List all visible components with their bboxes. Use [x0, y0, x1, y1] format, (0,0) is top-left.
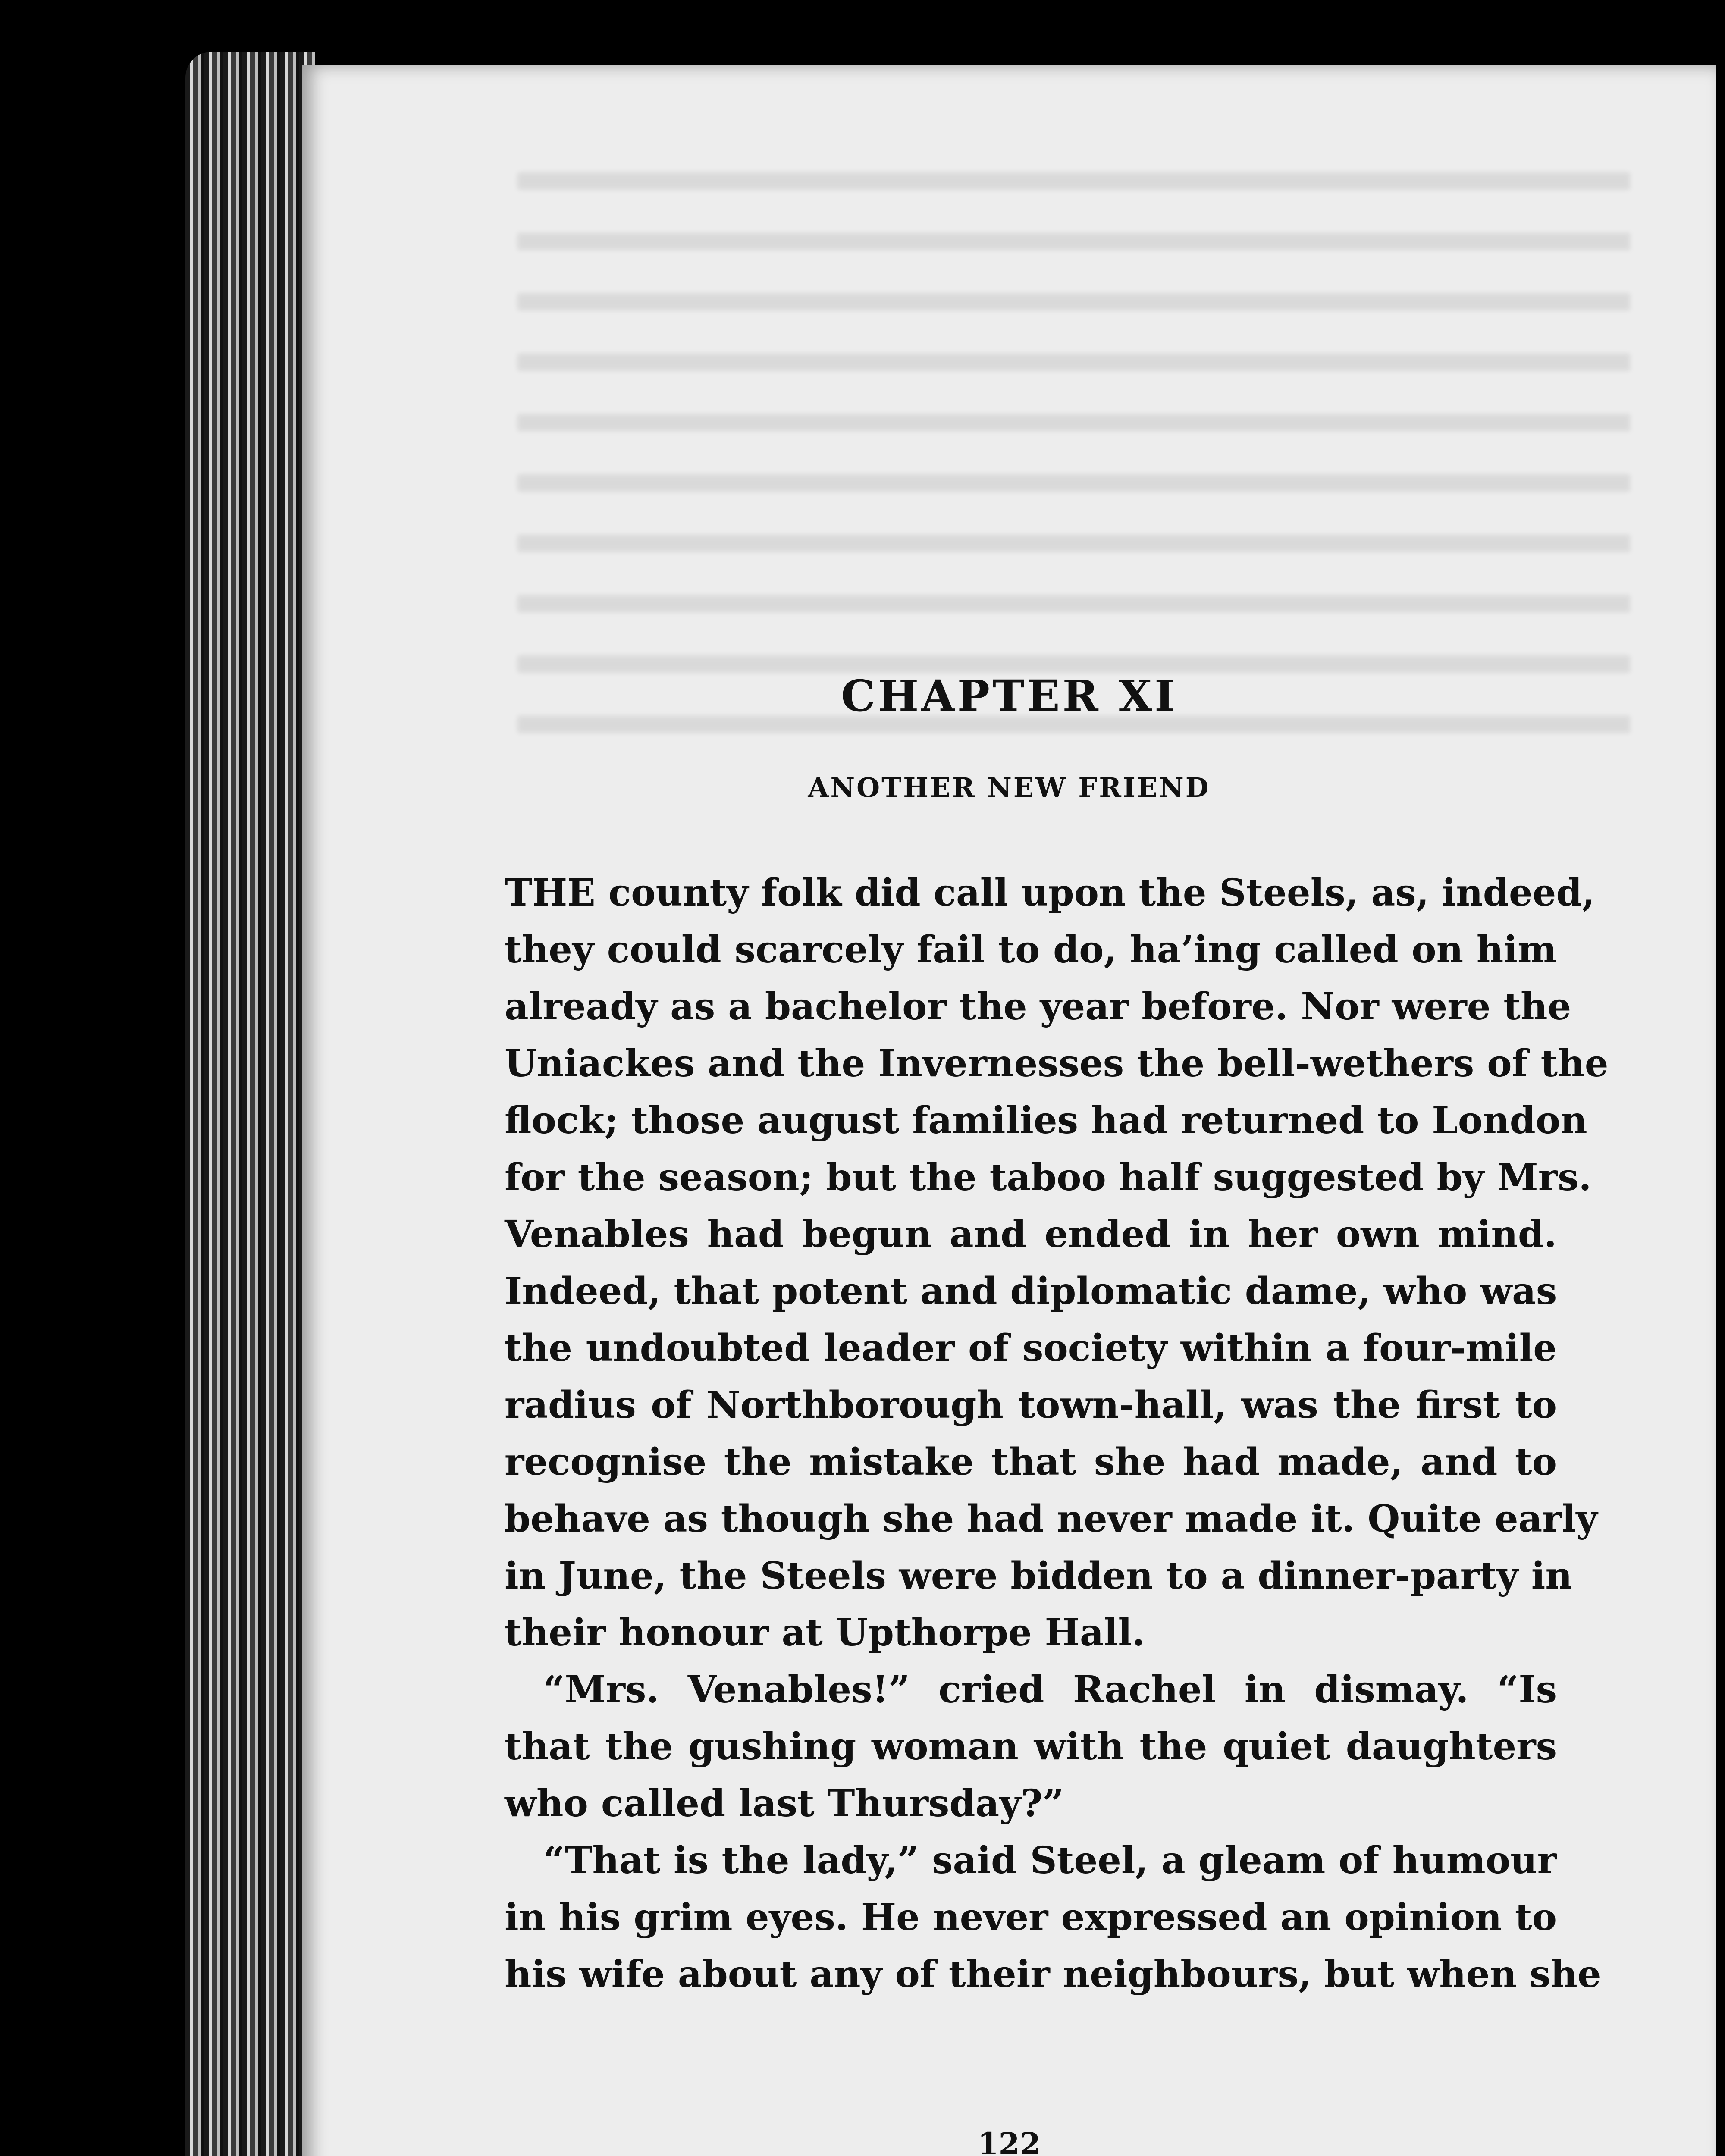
- book-page-edges: [185, 52, 315, 2156]
- text-line: that the gushing woman with the quiet daughters: [505, 1725, 1557, 1768]
- text-line: recognise the mistake that she had made, and to: [505, 1440, 1557, 1484]
- text-line: in June, the Steels were bidden to a dinner-party in: [505, 1554, 1572, 1598]
- text-line: THE county folk did call upon the Steels, as, indeed,: [505, 871, 1595, 915]
- text-line: his wife about any of their neighbours, but when she: [505, 1952, 1601, 1996]
- body-text: [505, 865, 1609, 2003]
- text-line: in his grim eyes. He never expressed an opinion to: [505, 1896, 1557, 1939]
- text-line: “That is the lady,” said Steel, a gleam of humour: [543, 1839, 1557, 1882]
- text-line: “Mrs. Venables!” cried Rachel in dismay. “Is: [543, 1668, 1557, 1711]
- page-number: 122: [977, 2126, 1041, 2156]
- book-page: [302, 65, 1716, 2156]
- text-line: radius of Northborough town-hall, was the first to: [505, 1383, 1557, 1427]
- text-line: the undoubted leader of society within a four-mile: [505, 1326, 1557, 1370]
- text-line: flock; those august families had returned to London: [505, 1099, 1587, 1142]
- text-line: already as a bachelor the year before. Nor were the: [505, 985, 1571, 1028]
- text-line: their honour at Upthorpe Hall.: [505, 1611, 1145, 1655]
- text-line: Uniackes and the Invernesses the bell-wethers of the: [505, 1042, 1609, 1085]
- text-line: Venables had begun and ended in her own mind.: [505, 1213, 1557, 1256]
- text-line: they could scarcely fail to do, ha’ing called on him: [505, 928, 1557, 971]
- text-line: Indeed, that potent and diplomatic dame, who was: [505, 1269, 1557, 1313]
- chapter-title: CHAPTER XI: [841, 671, 1177, 721]
- text-line: who called last Thursday?”: [505, 1782, 1064, 1825]
- text-line: behave as though she had never made it. Quite early: [505, 1497, 1598, 1541]
- chapter-subtitle: ANOTHER NEW FRIEND: [808, 772, 1211, 803]
- text-line: for the season; but the taboo half suggested by Mrs.: [505, 1156, 1592, 1199]
